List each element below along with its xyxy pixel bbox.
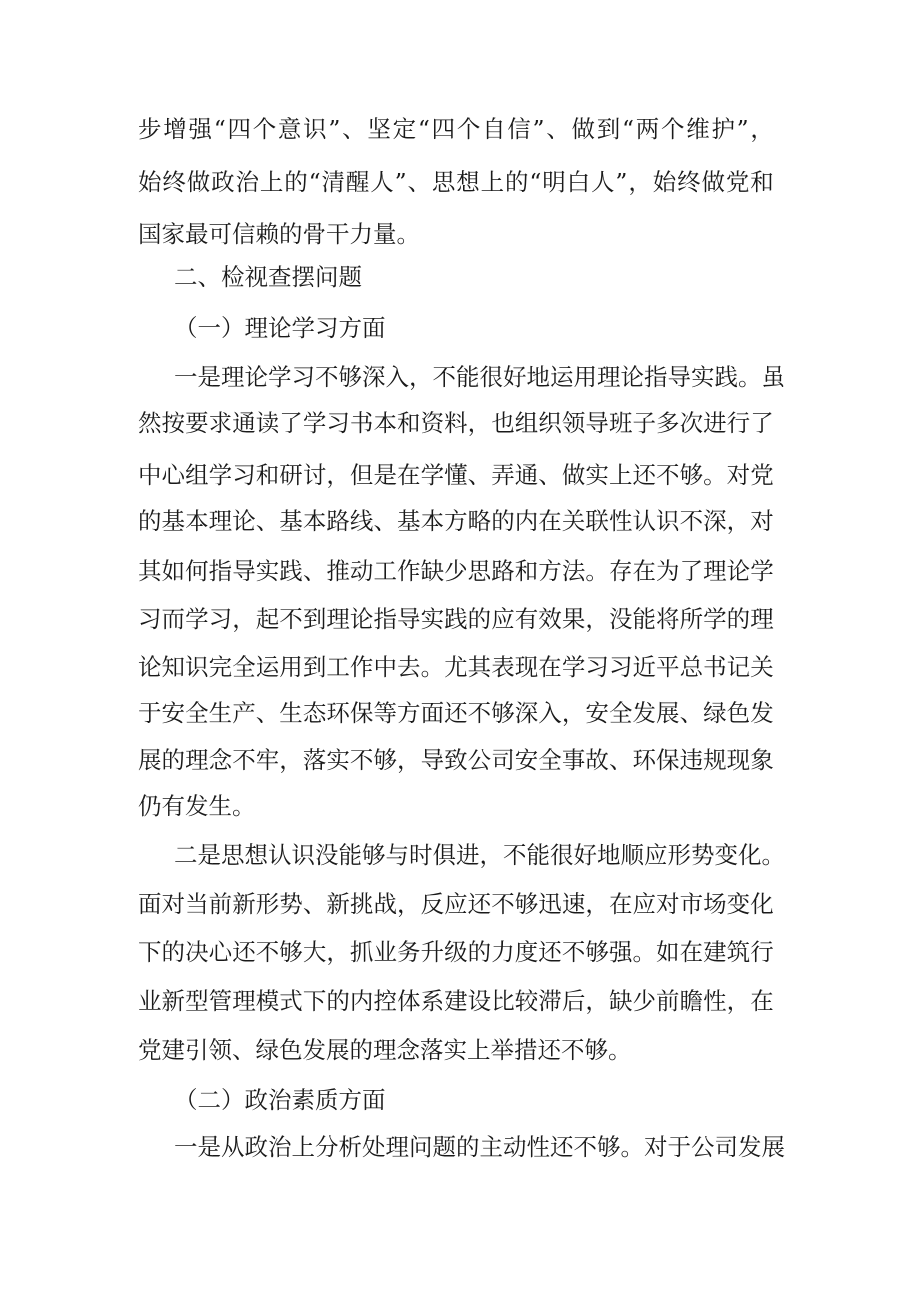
text-line: 步 增 强 “ 四 个 意 识 ” 、 坚 定 “ 四 个 自 信 ” 、 做 到 “ 两 个 维 护 ” ， — [138, 115, 774, 143]
text-line: 习 而 学 习 ， 起 不 到 理 论 指 导 实 践 的 应 有 效 果 ， 没 能 将 所 学 的 理 — [138, 605, 774, 633]
text-line: 的 基 本 理 论 、 基 本 路 线 、 基 本 方 略 的 内 在 关 联 性 认 识 不 深 ， 对 — [138, 507, 774, 535]
text-line: 展 的 理 念 不 牢 ， 落 实 不 够 ， 导 致 公 司 安 全 事 故 、 环 保 违 规 现 象 — [138, 746, 774, 774]
text-line: 国家最可信赖的骨干力量。 — [138, 220, 420, 248]
text-line: 其 如 何 指 导 实 践 、 推 动 工 作 缺 少 思 路 和 方 法 。 存 在 为 了 理 论 学 — [138, 557, 774, 585]
text-line: 二 是 思 想 认 识 没 能 够 与 时 俱 进 ， 不 能 很 好 地 顺 应 形 势 变 化 。 — [174, 841, 785, 869]
section-heading: 二、检视查摆问题 — [174, 263, 362, 291]
subsection-heading: （一）理论学习方面 — [174, 314, 386, 342]
text-line: 下 的 决 心 还 不 够 大 ， 抓 业 务 升 级 的 力 度 还 不 够 强 。 如 在 建 筑 行 — [138, 938, 774, 966]
text-line: 一 是 从 政 治 上 分 析 处 理 问 题 的 主 动 性 还 不 够 。 对 于 公 司 发 展 — [174, 1133, 785, 1161]
text-line: 业 新 型 管 理 模 式 下 的 内 控 体 系 建 设 比 较 滞 后 ， 缺 少 前 瞻 性 ， 在 — [138, 987, 774, 1015]
text-line: 中 心 组 学 习 和 研 讨 ， 但 是 在 学 懂 、 弄 通 、 做 实 上 还 不 够 。 对 党 — [138, 461, 774, 489]
subsection-heading: （二）政治素质方面 — [174, 1086, 386, 1114]
text-line: 仍有发生。 — [138, 792, 256, 820]
text-line: 论 知 识 完 全 运 用 到 工 作 中 去 。 尤 其 表 现 在 学 习 习 近 平 总 书 记 关 — [138, 653, 774, 681]
text-line: 于 安 全 生 产 、 生 态 环 保 等 方 面 还 不 够 深 入 ， 安 全 发 展 、 绿 色 发 — [138, 699, 774, 727]
text-line: 始 终 做 政 治 上 的 “ 清 醒 人 ” 、 思 想 上 的 “ 明 白 人 ” ， 始 终 做 党 和 — [138, 168, 774, 196]
text-line: 然 按 要 求 通 读 了 学 习 书 本 和 资 料 ， 也 组 织 领 导 班 子 多 次 进 行 了 — [138, 409, 774, 437]
text-line: 党建引领、绿色发展的理念落实上举措还不够。 — [138, 1036, 632, 1064]
text-line: 一 是 理 论 学 习 不 够 深 入 ， 不 能 很 好 地 运 用 理 论 指 导 实 践 。 虽 — [174, 363, 785, 391]
text-line: 面 对 当 前 新 形 势 、 新 挑 战 ， 反 应 还 不 够 迅 速 ， 在 应 对 市 场 变 化 — [138, 890, 774, 918]
